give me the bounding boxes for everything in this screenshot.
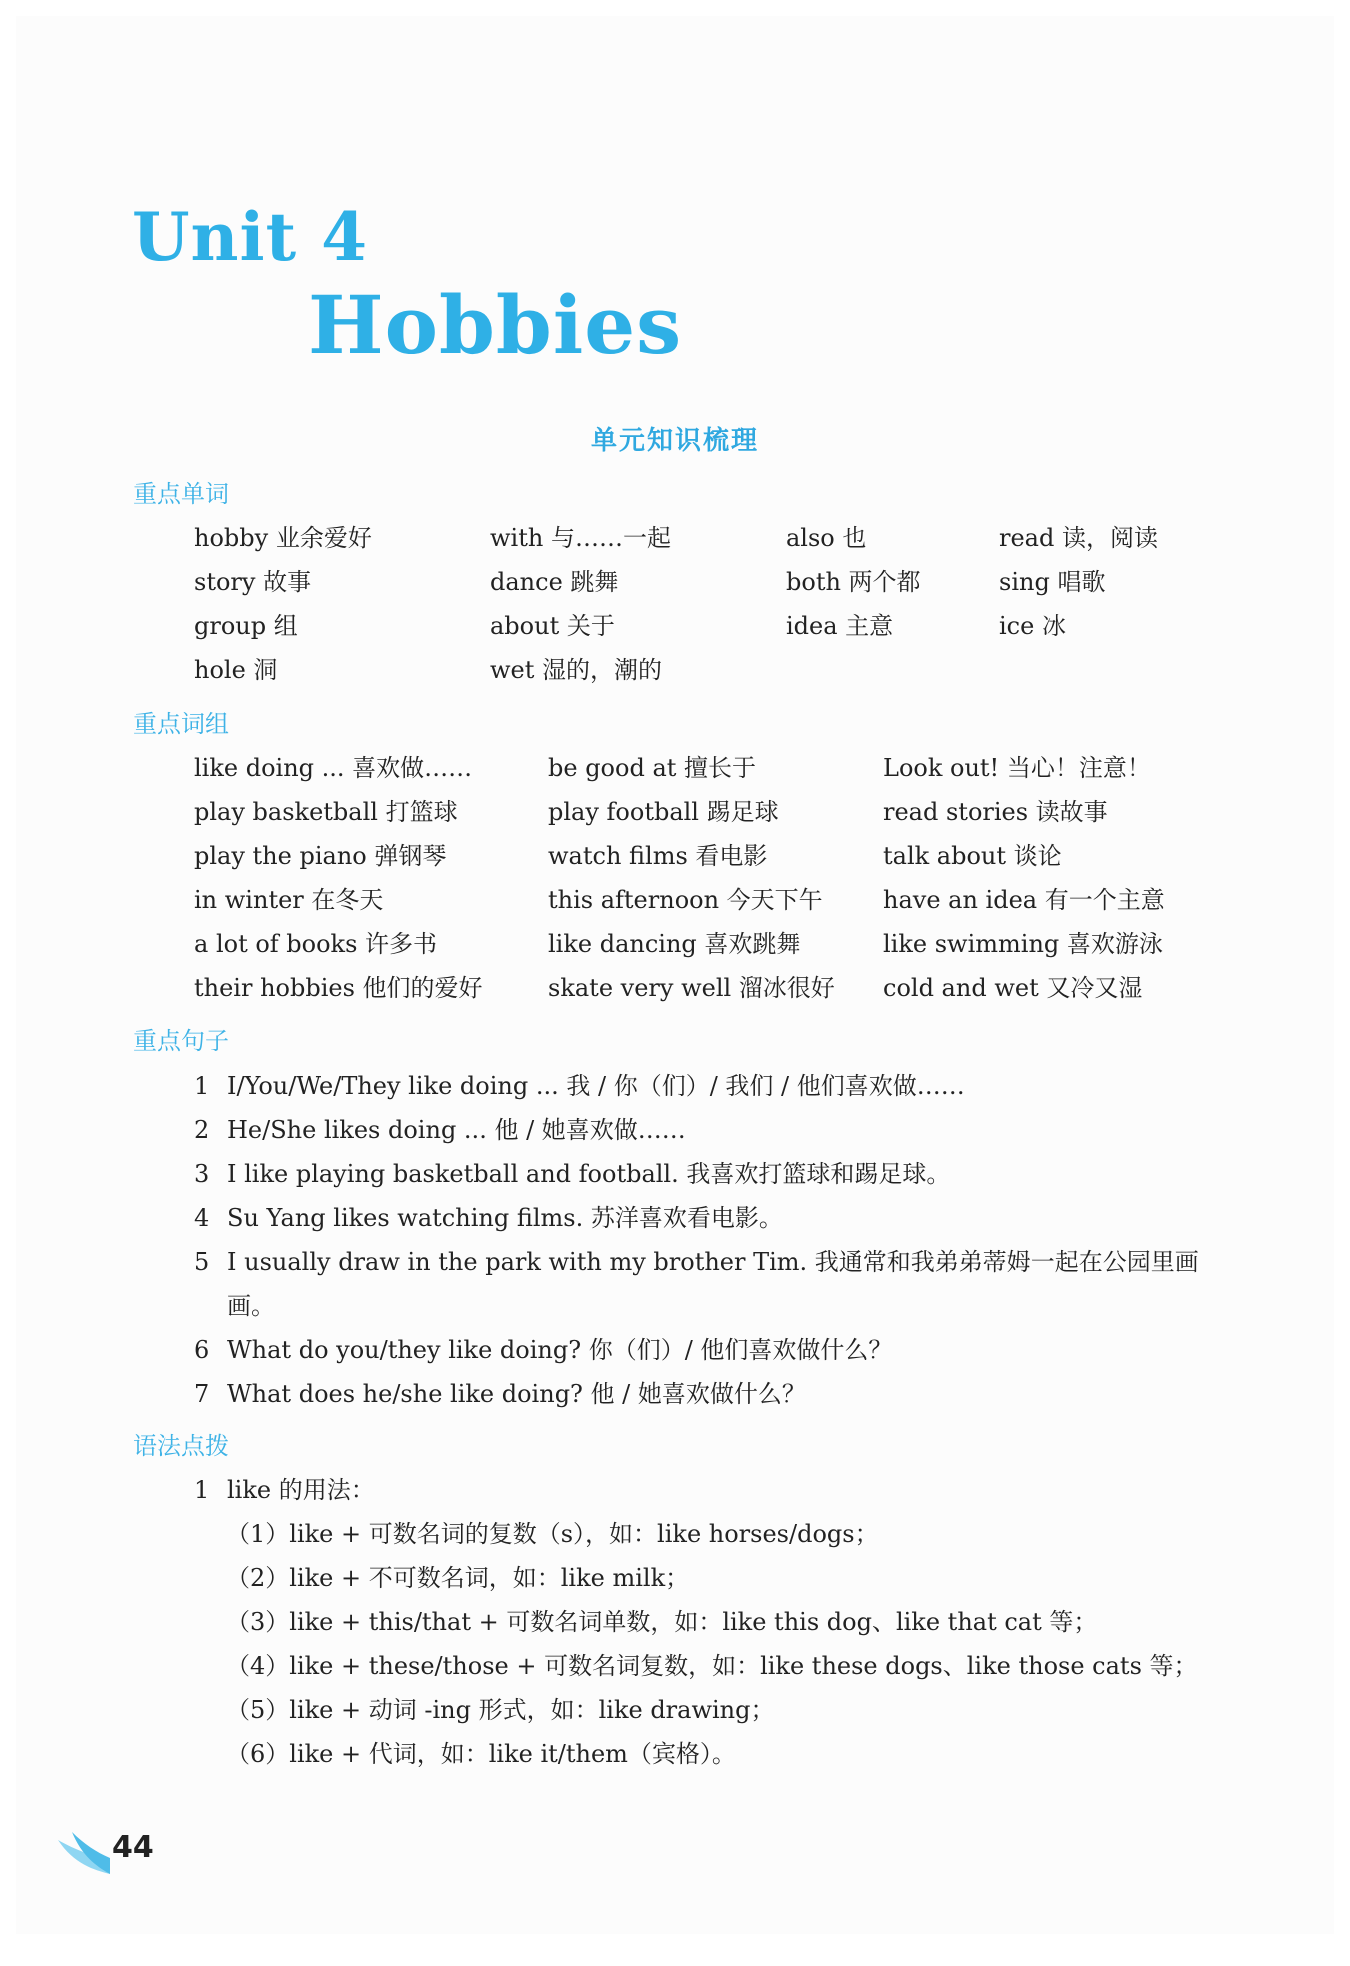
word-item: story 故事	[194, 568, 312, 596]
word-item: read 读，阅读	[999, 524, 1158, 552]
phrase-item: their hobbies 他们的爱好	[194, 974, 483, 1002]
sentence-item	[194, 1152, 1234, 1196]
words-grid	[194, 516, 1294, 692]
phrase-item: play basketball 打篮球	[194, 798, 458, 826]
word-item: both 两个都	[786, 568, 921, 596]
phrase-item: cold and wet 又冷又湿	[883, 974, 1143, 1002]
word-item: with 与……一起	[490, 524, 671, 552]
grammar-item: （2）like + 不可数名词，如：like milk；	[226, 1564, 690, 1592]
word-item: sing 唱歌	[999, 568, 1106, 596]
unit-title: Hobbies	[308, 278, 683, 372]
phrase-item: have an idea 有一个主意	[883, 886, 1165, 914]
grammar-intro-text: like 的用法：	[227, 1476, 375, 1504]
phrase-item: skate very well 溜冰很好	[548, 974, 835, 1002]
section-heading: 单元知识梳理	[590, 426, 759, 456]
phrase-item: play the piano 弹钢琴	[194, 842, 447, 870]
unit-label: Unit 4	[132, 198, 369, 276]
sentence-text: I usually draw in the park with my brother Tim. 我通常和我弟弟蒂姆一起在公园里画画。	[227, 1248, 1199, 1320]
sentence-number: 1	[194, 1072, 210, 1100]
grammar-heading: 语法点拨	[133, 1432, 229, 1460]
sentence-text: What do you/they like doing? 你（们）/ 他们喜欢做什么？	[227, 1336, 893, 1364]
phrase-item: this afternoon 今天下午	[548, 886, 823, 914]
phrases-grid	[194, 746, 1294, 1010]
sentence-text: Su Yang likes watching films. 苏洋喜欢看电影。	[227, 1204, 783, 1232]
sentence-item	[194, 1196, 1234, 1240]
sentence-item	[194, 1240, 1234, 1328]
sentence-item	[194, 1108, 1234, 1152]
word-item: about 关于	[490, 612, 615, 640]
sentence-item	[194, 1328, 1234, 1372]
sentence-text: He/She likes doing ... 他 / 她喜欢做……	[227, 1116, 686, 1144]
phrase-item: in winter 在冬天	[194, 886, 384, 914]
grammar-intro	[194, 1468, 1234, 1512]
sentence-text: I/You/We/They like doing ... 我 / 你（们）/ 我们 / 他们喜欢做……	[227, 1072, 965, 1100]
word-item: dance 跳舞	[490, 568, 619, 596]
word-item: ice 冰	[999, 612, 1066, 640]
sentence-number: 5	[194, 1248, 210, 1276]
grammar-item: （5）like + 动词 -ing 形式，如：like drawing；	[226, 1696, 775, 1724]
phrase-item: talk about 谈论	[883, 842, 1062, 870]
sentence-item	[194, 1372, 1234, 1416]
phrase-item: be good at 擅长于	[548, 754, 757, 782]
phrase-item: Look out! 当心！注意！	[883, 754, 1151, 782]
sentence-number: 3	[194, 1160, 210, 1188]
phrase-item: read stories 读故事	[883, 798, 1108, 826]
word-item: also 也	[786, 524, 867, 552]
phrases-heading: 重点词组	[133, 710, 229, 738]
word-item: group 组	[194, 612, 298, 640]
word-item: hole 洞	[194, 656, 278, 684]
sentence-text: What does he/she like doing? 他 / 她喜欢做什么？	[227, 1380, 806, 1408]
sentence-number: 2	[194, 1116, 210, 1144]
word-item: idea 主意	[786, 612, 894, 640]
grammar-list	[194, 1468, 1234, 1776]
grammar-item: （1）like + 可数名词的复数（s），如：like horses/dogs；	[226, 1520, 879, 1548]
sentence-number: 4	[194, 1204, 210, 1232]
phrase-item: watch films 看电影	[548, 842, 768, 870]
grammar-item: （4）like + these/those + 可数名词复数，如：like these dogs、like those cats 等；	[226, 1652, 1198, 1680]
page-number: 44	[112, 1830, 154, 1865]
wing-icon	[56, 1830, 112, 1876]
phrase-item: like swimming 喜欢游泳	[883, 930, 1163, 958]
phrase-item: like dancing 喜欢跳舞	[548, 930, 801, 958]
sentences-heading: 重点句子	[133, 1027, 229, 1055]
word-item: hobby 业余爱好	[194, 524, 372, 552]
words-heading: 重点单词	[133, 480, 229, 508]
sentences-list	[194, 1064, 1234, 1416]
textbook-page	[16, 16, 1334, 1934]
phrase-item: play football 踢足球	[548, 798, 779, 826]
sentence-number: 7	[194, 1380, 210, 1408]
grammar-number: 1	[194, 1476, 210, 1504]
phrase-item: like doing ... 喜欢做……	[194, 754, 473, 782]
sentence-text: I like playing basketball and football. 我喜欢打篮球和踢足球。	[227, 1160, 951, 1188]
sentence-item	[194, 1064, 1234, 1108]
word-item: wet 湿的，潮的	[490, 656, 663, 684]
sentence-number: 6	[194, 1336, 210, 1364]
grammar-item: （3）like + this/that + 可数名词单数，如：like this dog、like that cat 等；	[226, 1608, 1098, 1636]
grammar-item: （6）like + 代词，如：like it/them（宾格）。	[226, 1740, 736, 1768]
phrase-item: a lot of books 许多书	[194, 930, 438, 958]
